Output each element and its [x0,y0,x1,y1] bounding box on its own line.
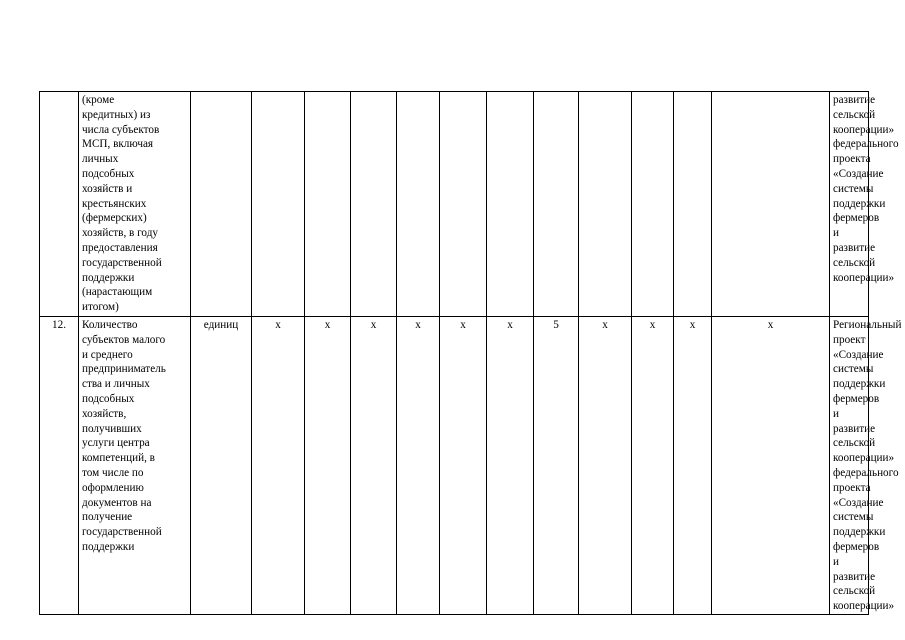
value-cell [674,92,712,317]
value-cell [632,92,674,317]
value-cell [487,92,534,317]
indicators-table [39,91,902,615]
table-row [40,317,869,615]
row-number: 12. [40,317,79,615]
value-cell: х [712,317,830,615]
value-cell: х [632,317,674,615]
row-number [40,92,79,317]
project-cell: развитие сельской кооперации» федерального проекта «Создание системы поддержки фермеров и развитие сельской кооперации» [830,92,869,317]
table-row [40,92,869,317]
value-cell: 5 [534,317,579,615]
value-cell [579,92,632,317]
value-cell: х [351,317,397,615]
value-cell [305,92,351,317]
value-cell [252,92,305,317]
value-cell: х [252,317,305,615]
unit-cell: единиц [191,317,252,615]
value-cell [712,92,830,317]
value-cell [534,92,579,317]
value-cell: х [674,317,712,615]
value-cell: х [397,317,440,615]
project-cell: Региональный проект «Создание системы поддержки фермеров и развитие сельской кооперации» федерального проекта «Создание системы поддержки фермеров и развитие сельской кооперации» [830,317,869,615]
value-cell: х [440,317,487,615]
value-cell: х [305,317,351,615]
value-cell: х [579,317,632,615]
value-cell: х [487,317,534,615]
value-cell [397,92,440,317]
unit-cell [191,92,252,317]
indicator-name: Количество субъектов малого и среднего предприниматель ства и личных подсобных хозяйств, получивших услуги центра компетенций, в том числе по оформлению документов на получение государственной поддержки [79,317,191,615]
value-cell [351,92,397,317]
value-cell [440,92,487,317]
indicator-name: (кроме кредитных) из числа субъектов МСП, включая личных подсобных хозяйств и крестьянских (фермерских) хозяйств, в году предоставления государственной поддержки (нарастающим итогом) [79,92,191,317]
